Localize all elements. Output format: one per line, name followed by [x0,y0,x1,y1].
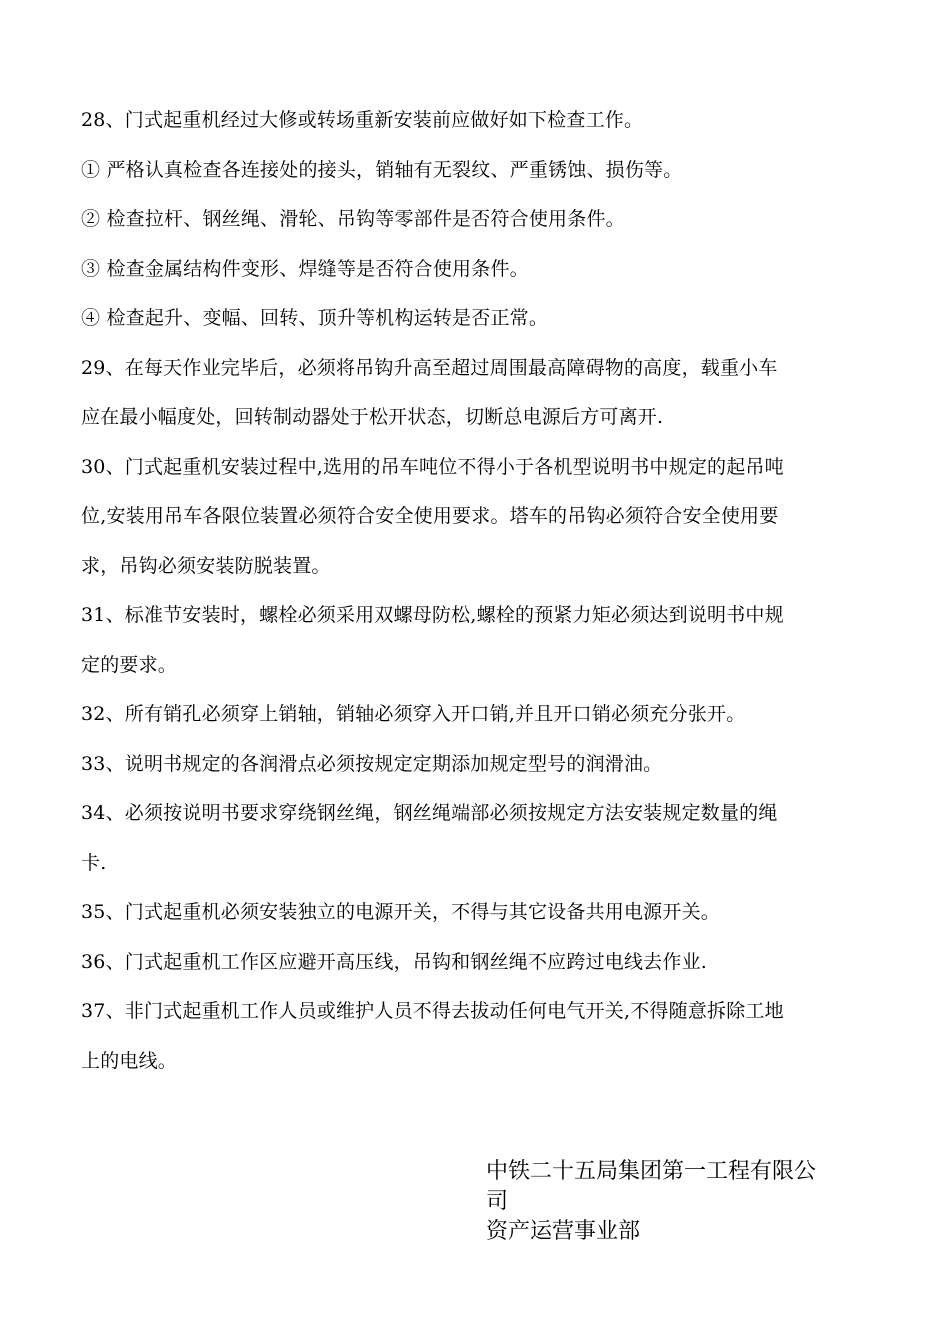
signature-organization: 中铁二十五局集团第一工程有限公 [486,1159,817,1184]
text-line: 33、说明书规定的各润滑点必须按规定定期添加规定型号的润滑油。 [81,752,663,775]
text-line: ② 检查拉杆、钢丝绳、滑轮、吊钩等零部件是否符合使用条件。 [81,208,625,230]
text-line: 上的电线。 [81,1049,178,1072]
text-line: 求，吊钩必须安装防脱装置。 [81,554,331,577]
text-line: ① 严格认真检查各连接处的接头，销轴有无裂纹、严重锈蚀、损伤等。 [81,158,683,181]
text-line: 应在最小幅度处，回转制动器处于松开状态，切断总电源后方可离开. [81,406,664,428]
text-line: 34、必须按说明书要求穿绕钢丝绳，钢丝绳端部必须按规定方法安装规定数量的绳 [81,802,778,824]
text-line: 32、所有销孔必须穿上销轴，销轴必须穿入开口销,并且开口销必须充分张开。 [81,703,746,725]
text-line: ④ 检查起升、变幅、回转、顶升等机构运转是否正常。 [81,307,549,329]
signature-organization-continued: 司 [486,1189,509,1214]
text-line: ③ 检查金属结构件变形、焊缝等是否符合使用条件。 [81,257,529,280]
text-line: 位,安装用吊车各限位装置必须符合安全使用要求。塔车的吊钩必须符合安全使用要 [81,505,779,527]
signature-department: 资产运营事业部 [486,1219,641,1244]
document-body [81,96,903,1086]
text-line: 30、门式起重机安装过程中,选用的吊车吨位不得小于各机型说明书中规定的起吊吨 [81,455,784,478]
text-line: 卡. [81,851,107,874]
text-line: 定的要求。 [81,653,178,676]
text-line: 36、门式起重机工作区应避开高压线，吊钩和钢丝绳不应跨过电线去作业. [81,950,708,973]
text-line: 29、在每天作业完毕后，必须将吊钩升高至超过周围最高障碍物的高度，载重小车 [81,356,778,379]
signature-block [486,1157,886,1247]
text-line: 28、门式起重机经过大修或转场重新安装前应做好如下检查工作。 [81,109,644,131]
text-line: 35、门式起重机必须安装独立的电源开关，不得与其它设备共用电源开关。 [81,901,720,923]
text-line: 31、标准节安装时，螺栓必须采用双螺母防松,螺栓的预紧力矩必须达到说明书中规 [81,604,784,626]
text-line: 37、非门式起重机工作人员或维护人员不得去拔动任何电气开关,不得随意拆除工地 [81,1000,784,1022]
